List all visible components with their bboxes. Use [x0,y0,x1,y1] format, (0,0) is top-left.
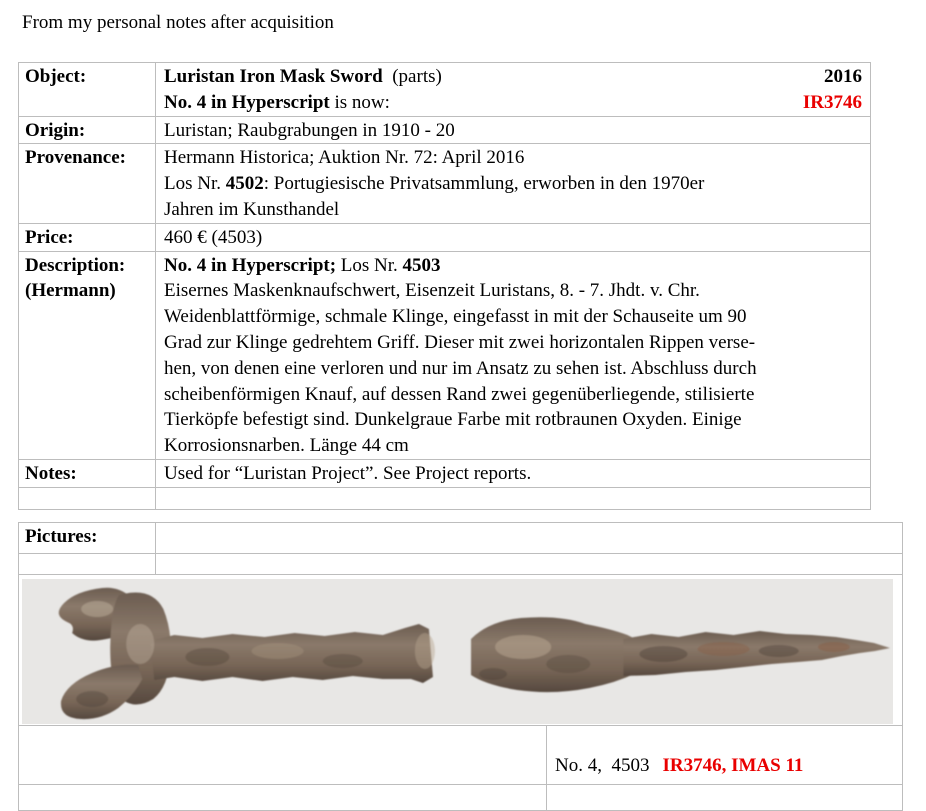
acquisition-notes-table [18,62,871,510]
hyperscript-ref-bold: No. 4 in Hyperscript [164,91,330,113]
hyperscript-ref-rest: is now: [329,91,390,113]
provenance-row-label: Provenance: [19,144,156,223]
empty-cell [19,554,156,575]
provenance-lot-number: 4502 [225,173,264,195]
empty-cell [156,523,903,554]
object-title-bold: Luristan Iron Mask Sword [164,66,383,87]
caption-reference: No. 4, 4503 [555,755,650,777]
pictures-table [18,522,903,811]
price-row [19,223,871,251]
sword-photo [22,579,893,724]
picture-caption-cell [547,726,903,785]
provenance-line-3: Jahren im Kunsthandel [164,198,340,220]
provenance-row-value [156,144,871,223]
price-row-value: 460 € (4503) [156,223,871,251]
caption-row [19,726,903,785]
acquisition-year: 2016 [824,66,862,87]
object-row-value [156,63,871,117]
caption-inventory-ids: IR3746, IMAS 11 [662,755,804,777]
description-body-line: Weidenblattförmige, schmale Klinge, eingefasst in mit der Schauseite um 90 [164,306,747,328]
empty-cell [19,487,156,509]
empty-cell [156,554,903,575]
object-title-rest: (parts) [382,66,442,87]
pictures-blank-row [19,554,903,575]
empty-cell [156,487,871,509]
notes-row [19,459,871,487]
description-body-line: hen, von denen eine verloren und nur im Ansatz zu sehen ist. Abschluss durch [164,357,757,379]
description-label-line-1: Description: [25,254,126,276]
provenance-lot-post: : Portugiesische Privatsammlung, erworben in den 1970er [263,173,705,195]
pictures-header-row [19,523,903,554]
inventory-number: IR3746 [802,91,862,113]
object-title-line [164,64,862,90]
provenance-line-2 [164,171,862,197]
description-lot-pre: Los Nr. [336,254,403,276]
provenance-lot-pre: Los Nr. [164,173,226,195]
object-row [19,63,871,117]
description-body-line: scheibenförmigen Knauf, auf dessen Rand zwei gegenüberliegende, stilisierte [164,383,755,405]
provenance-line-1: Hermann Historica; Auktion Nr. 72: April 2016 [164,147,525,169]
description-label-line-2: (Hermann) [25,280,116,302]
object-hyperscript-line [164,90,862,116]
description-body-line: Eisernes Maskenknaufschwert, Eisenzeit Luristans, 8. - 7. Jhdt. v. Chr. [164,280,700,302]
empty-row [19,487,871,509]
description-body-line: Grad zur Klinge gedrehtem Griff. Dieser mit zwei horizontalen Rippen verse- [164,331,756,353]
origin-row-value: Luristan; Raubgrabungen in 1910 - 20 [156,116,871,144]
notes-row-value: Used for “Luristan Project”. See Project reports. [156,459,871,487]
picture-row [19,575,903,726]
sword-illustration [22,579,893,724]
object-title [164,64,442,90]
description-row-label [19,251,156,459]
empty-cell [19,726,547,785]
page-intro-text: From my personal notes after acquisition [22,12,334,33]
provenance-row [19,144,871,223]
pictures-row-label: Pictures: [19,523,156,554]
description-lot-number: 4503 [402,254,441,276]
description-hyperscript-bold: No. 4 in Hyperscript; [164,254,337,276]
description-body-line: Tierköpfe befestigt sind. Dunkelgraue Farbe mit rotbraunen Oxyden. Einige [164,409,742,431]
description-line-1 [164,253,862,279]
hyperscript-ref [164,90,390,116]
origin-row [19,116,871,144]
origin-row-label: Origin: [19,116,156,144]
picture-cell [19,575,903,726]
description-row-value [156,251,871,459]
notes-row-label: Notes: [19,459,156,487]
description-body-line: Korrosionsnarben. Länge 44 cm [164,435,409,457]
object-row-label: Object: [19,63,156,117]
price-row-label: Price: [19,223,156,251]
description-row [19,251,871,459]
